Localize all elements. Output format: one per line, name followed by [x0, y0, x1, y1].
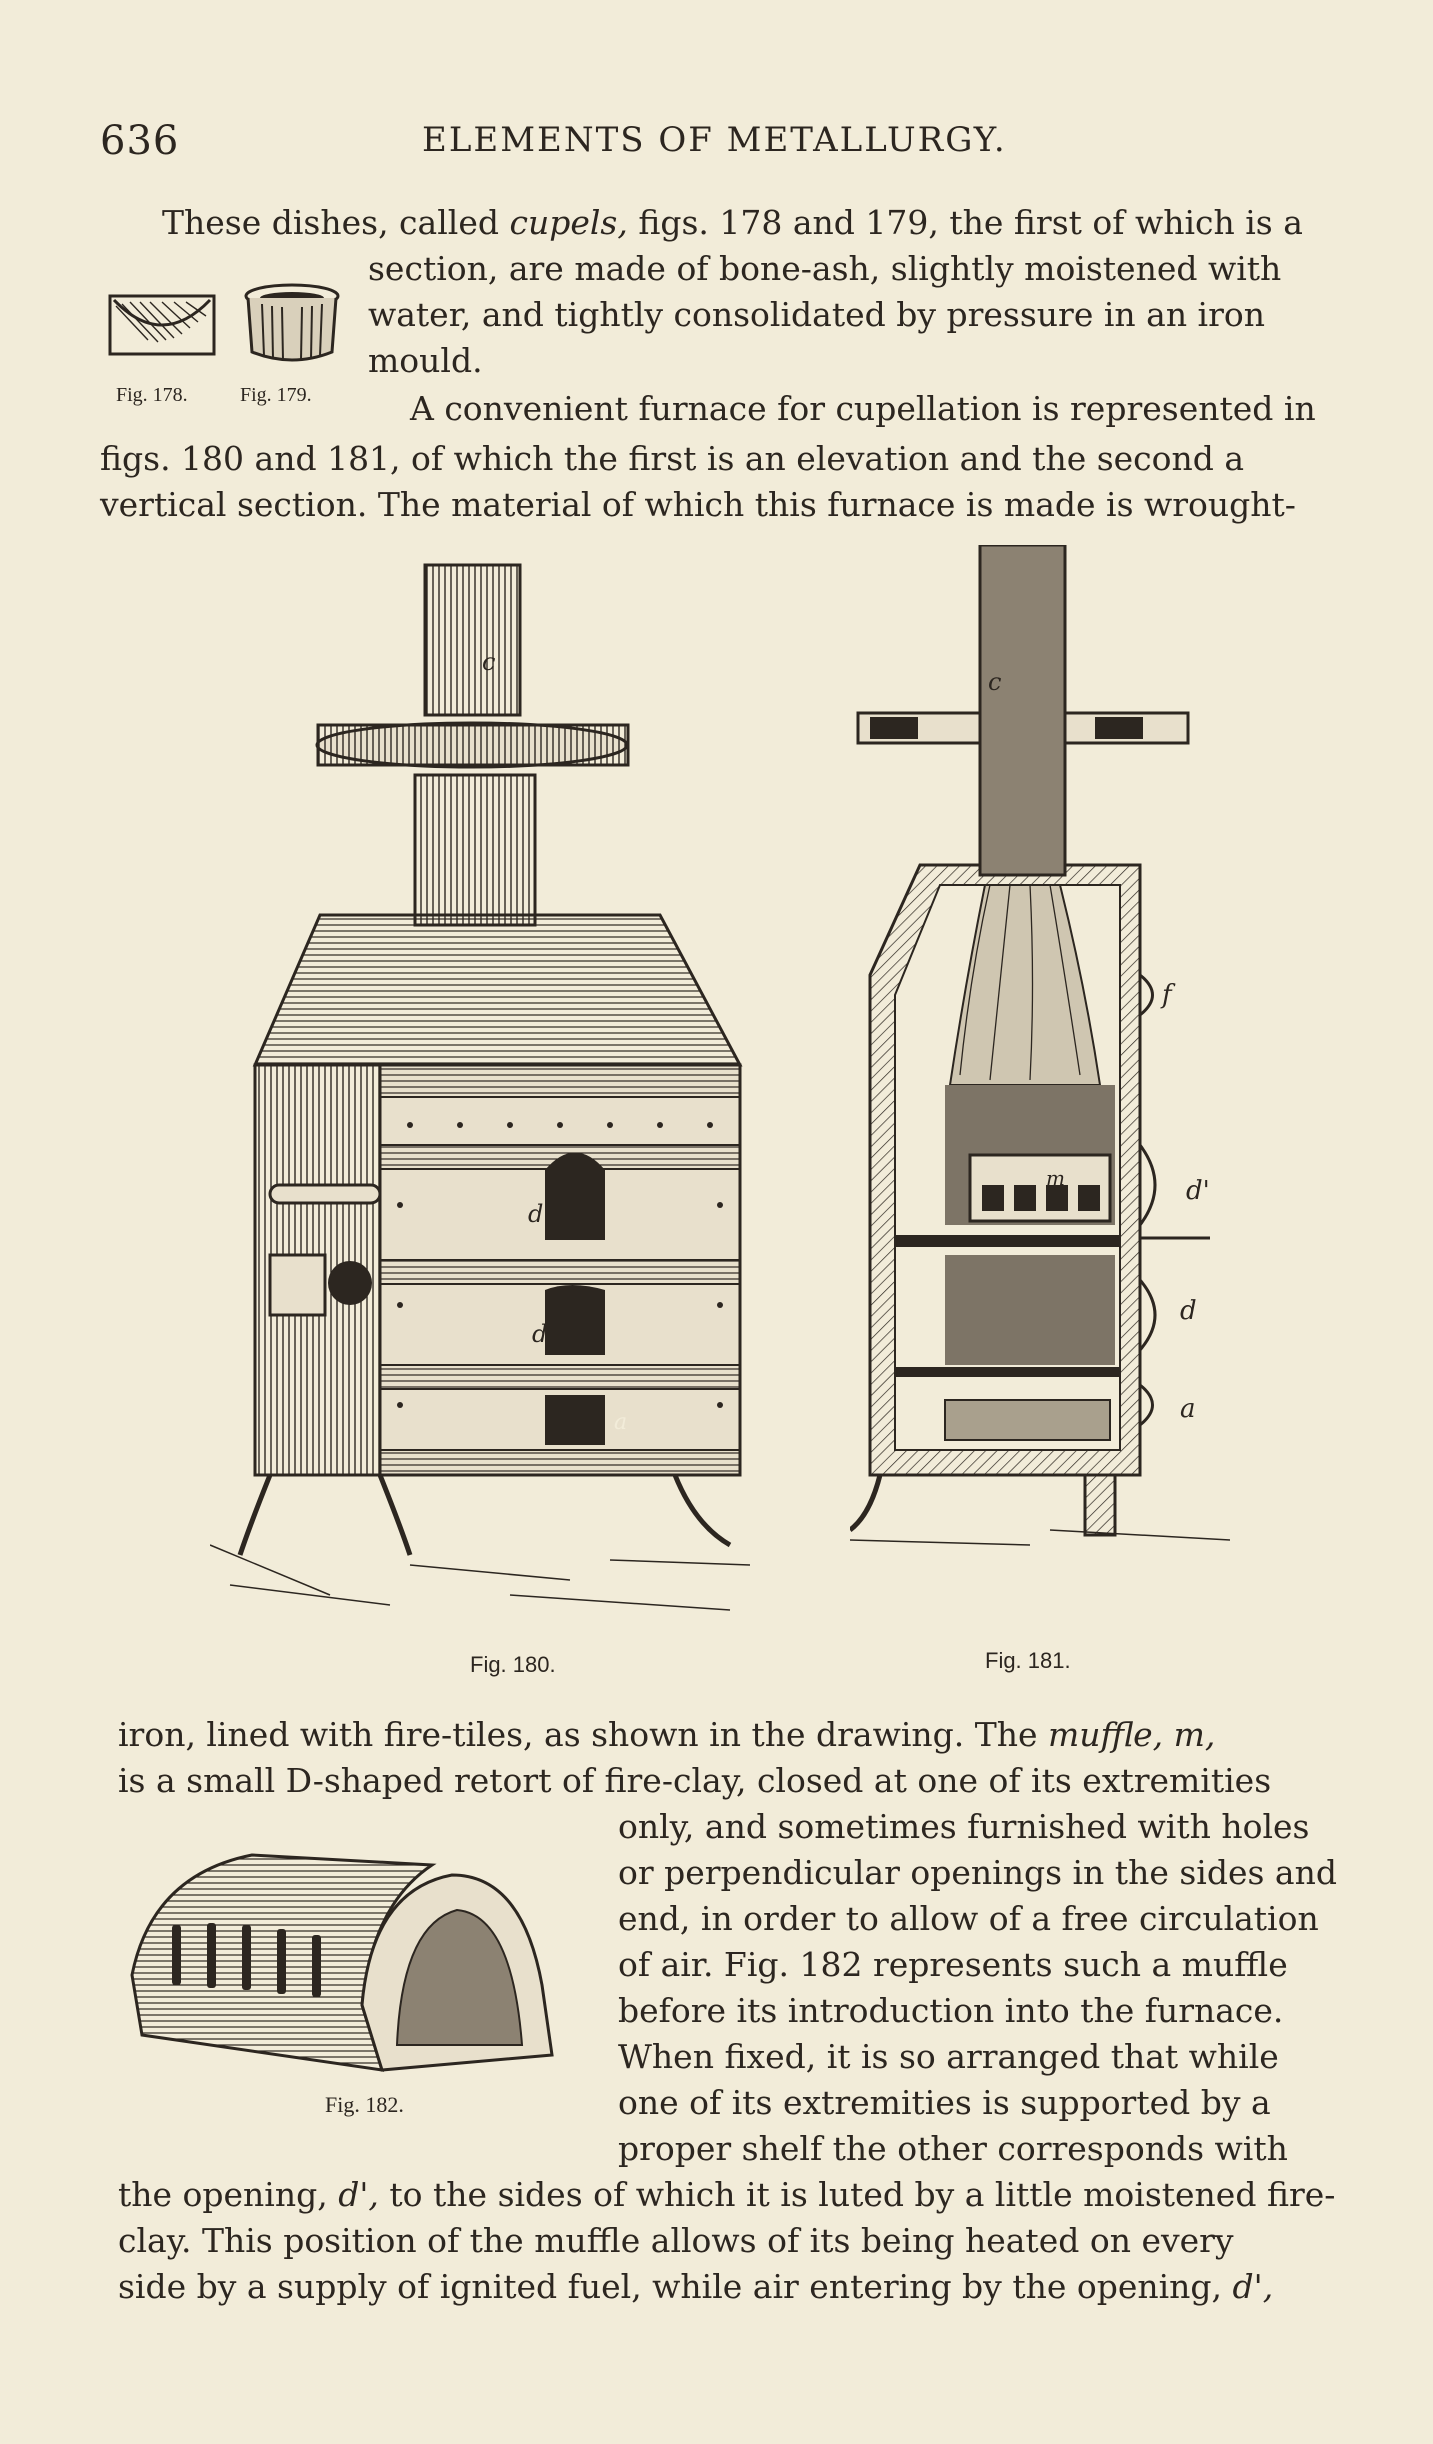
- para3-line13: side by a supply of ignited fuel, while air entering by the opening, d',: [118, 2267, 1274, 2306]
- para3-line7: before its introduction into the furnace.: [618, 1991, 1284, 2030]
- para3-line4: or perpendicular openings in the sides and: [618, 1853, 1337, 1892]
- fig178-cupel-section: [108, 288, 216, 358]
- para3-line2: is a small D-shaped retort of fire-clay, closed at one of its extremities: [118, 1761, 1272, 1800]
- para1-line1: These dishes, called cupels, figs. 178 and 179, the first of which is a: [162, 203, 1303, 242]
- fig181-label-f: f: [1162, 980, 1172, 1010]
- para1-line2: section, are made of bone-ash, slightly moistened with: [368, 249, 1282, 288]
- fig181-label-a: a: [1180, 1394, 1196, 1424]
- fig180-furnace-elevation: [210, 545, 750, 1625]
- para1-line3: water, and tightly consolidated by pressure in an iron: [368, 295, 1266, 334]
- running-title: ELEMENTS OF METALLURGY.: [422, 120, 1007, 160]
- page-number: 636: [100, 118, 180, 164]
- fig181-label-m: m: [1046, 1166, 1065, 1190]
- fig181-caption: Fig. 181.: [985, 1648, 1071, 1673]
- para3-line10: proper shelf the other corresponds with: [618, 2129, 1288, 2168]
- para3-line6: of air. Fig. 182 represents such a muffle: [618, 1945, 1288, 1984]
- fig180-label-d2: d: [532, 1320, 548, 1348]
- fig182-muffle: [122, 1845, 592, 2085]
- fig179-caption: Fig. 179.: [240, 384, 312, 406]
- fig181-label-d: d: [1180, 1296, 1197, 1326]
- para3-line11: the opening, d', to the sides of which it is luted by a little moistened fire-: [118, 2175, 1336, 2214]
- fig182-caption: Fig. 182.: [325, 2092, 404, 2117]
- fig178-caption: Fig. 178.: [116, 384, 188, 406]
- fig181-label-dprime: d': [1186, 1176, 1210, 1206]
- para2-line3: vertical section. The material of which this furnace is made is wrought-: [100, 485, 1296, 524]
- fig181-furnace-section: [850, 545, 1230, 1555]
- para2-line2: figs. 180 and 181, of which the first is an elevation and the second a: [100, 439, 1245, 478]
- para3-line3: only, and sometimes furnished with holes: [618, 1807, 1310, 1846]
- fig179-cupel: [242, 282, 342, 366]
- para3-line9: one of its extremities is supported by a: [618, 2083, 1271, 2122]
- para3-line5: end, in order to allow of a free circulation: [618, 1899, 1319, 1938]
- fig180-label-c: c: [482, 648, 496, 676]
- para1-line4: mould.: [368, 341, 483, 380]
- fig181-label-c: c: [988, 668, 1002, 696]
- para2-line1: A convenient furnace for cupellation is represented in: [410, 389, 1316, 428]
- fig180-label-d1: d: [528, 1200, 544, 1228]
- para3-line12: clay. This position of the muffle allows of its being heated on every: [118, 2221, 1234, 2260]
- para3-line8: When fixed, it is so arranged that while: [618, 2037, 1279, 2076]
- fig180-caption: Fig. 180.: [470, 1652, 556, 1677]
- fig180-label-a: a: [614, 1410, 628, 1435]
- para3-line1: iron, lined with fire-tiles, as shown in the drawing. The muffle, m,: [118, 1715, 1216, 1754]
